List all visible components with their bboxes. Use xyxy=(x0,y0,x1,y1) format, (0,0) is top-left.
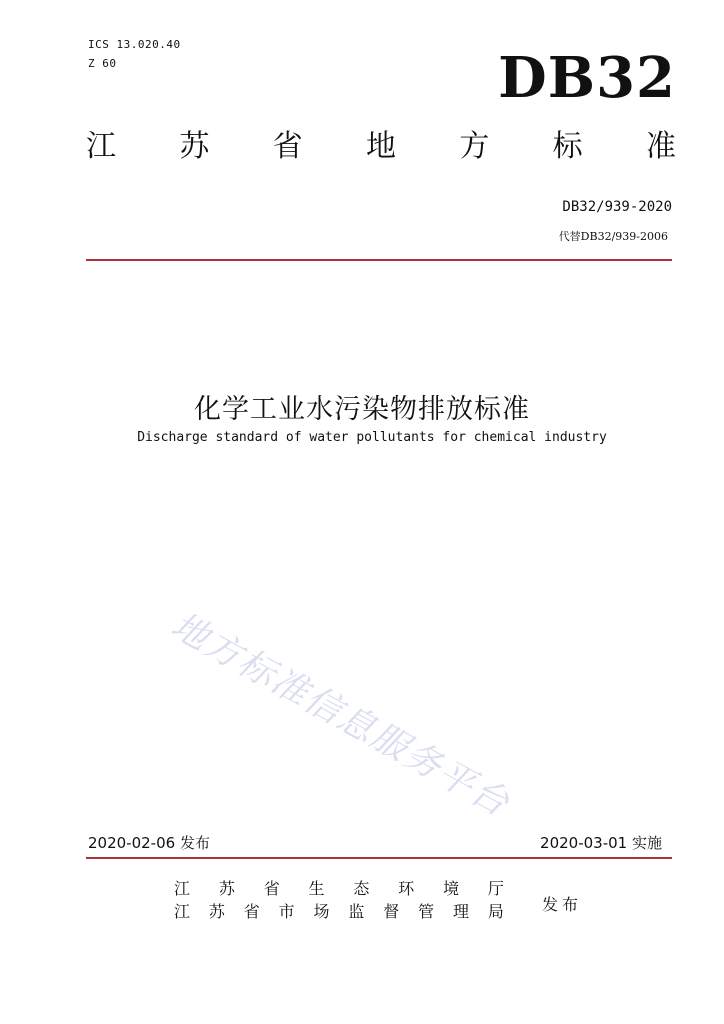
issuer-environment xyxy=(174,881,504,897)
standard-number: DB32/939-2020 xyxy=(562,199,672,215)
char: 监 xyxy=(348,902,365,921)
char: 江 xyxy=(86,129,116,164)
publish-label: 发布 xyxy=(542,895,583,914)
db-logo: DB32 xyxy=(498,45,676,111)
char: 准 xyxy=(645,129,676,164)
char: 境 xyxy=(443,879,460,898)
char: 苏 xyxy=(218,879,235,898)
top-divider xyxy=(86,259,672,261)
char: 省 xyxy=(272,129,303,164)
char: 江 xyxy=(174,879,191,898)
watermark: 地方标准信息服务平台 xyxy=(164,604,517,826)
bottom-divider xyxy=(86,857,672,859)
document-title: 化学工业水污染物排放标准 xyxy=(194,394,530,425)
char: 理 xyxy=(453,902,470,921)
ics-code: ICS 13.020.40 xyxy=(88,38,181,51)
char: 标 xyxy=(552,129,583,164)
issuer-market-regulation xyxy=(174,904,504,920)
effective-date: 2020-03-01 实施 xyxy=(540,834,662,852)
char: 厅 xyxy=(487,879,504,898)
char: 生 xyxy=(308,879,325,898)
char: 管 xyxy=(418,902,435,921)
char: 省 xyxy=(243,902,260,921)
char: 局 xyxy=(487,902,504,921)
char: 江 xyxy=(174,902,191,921)
issue-date: 2020-02-06 发布 xyxy=(88,834,210,852)
char: 苏 xyxy=(179,129,210,164)
char: 地 xyxy=(365,129,396,164)
standard-type-heading xyxy=(86,129,676,164)
char: 省 xyxy=(263,879,280,898)
replaces-note: 代替DB32/939-2006 xyxy=(558,230,668,243)
char: 环 xyxy=(398,879,415,898)
char: 态 xyxy=(353,879,370,898)
char: 督 xyxy=(383,902,400,921)
document-subtitle-en: Discharge standard of water pollutants for chemical industry xyxy=(137,430,607,445)
char: 方 xyxy=(459,129,490,164)
char: 市 xyxy=(278,902,295,921)
char: 场 xyxy=(313,902,330,921)
char: 苏 xyxy=(208,902,225,921)
ccs-code: Z 60 xyxy=(88,57,117,70)
